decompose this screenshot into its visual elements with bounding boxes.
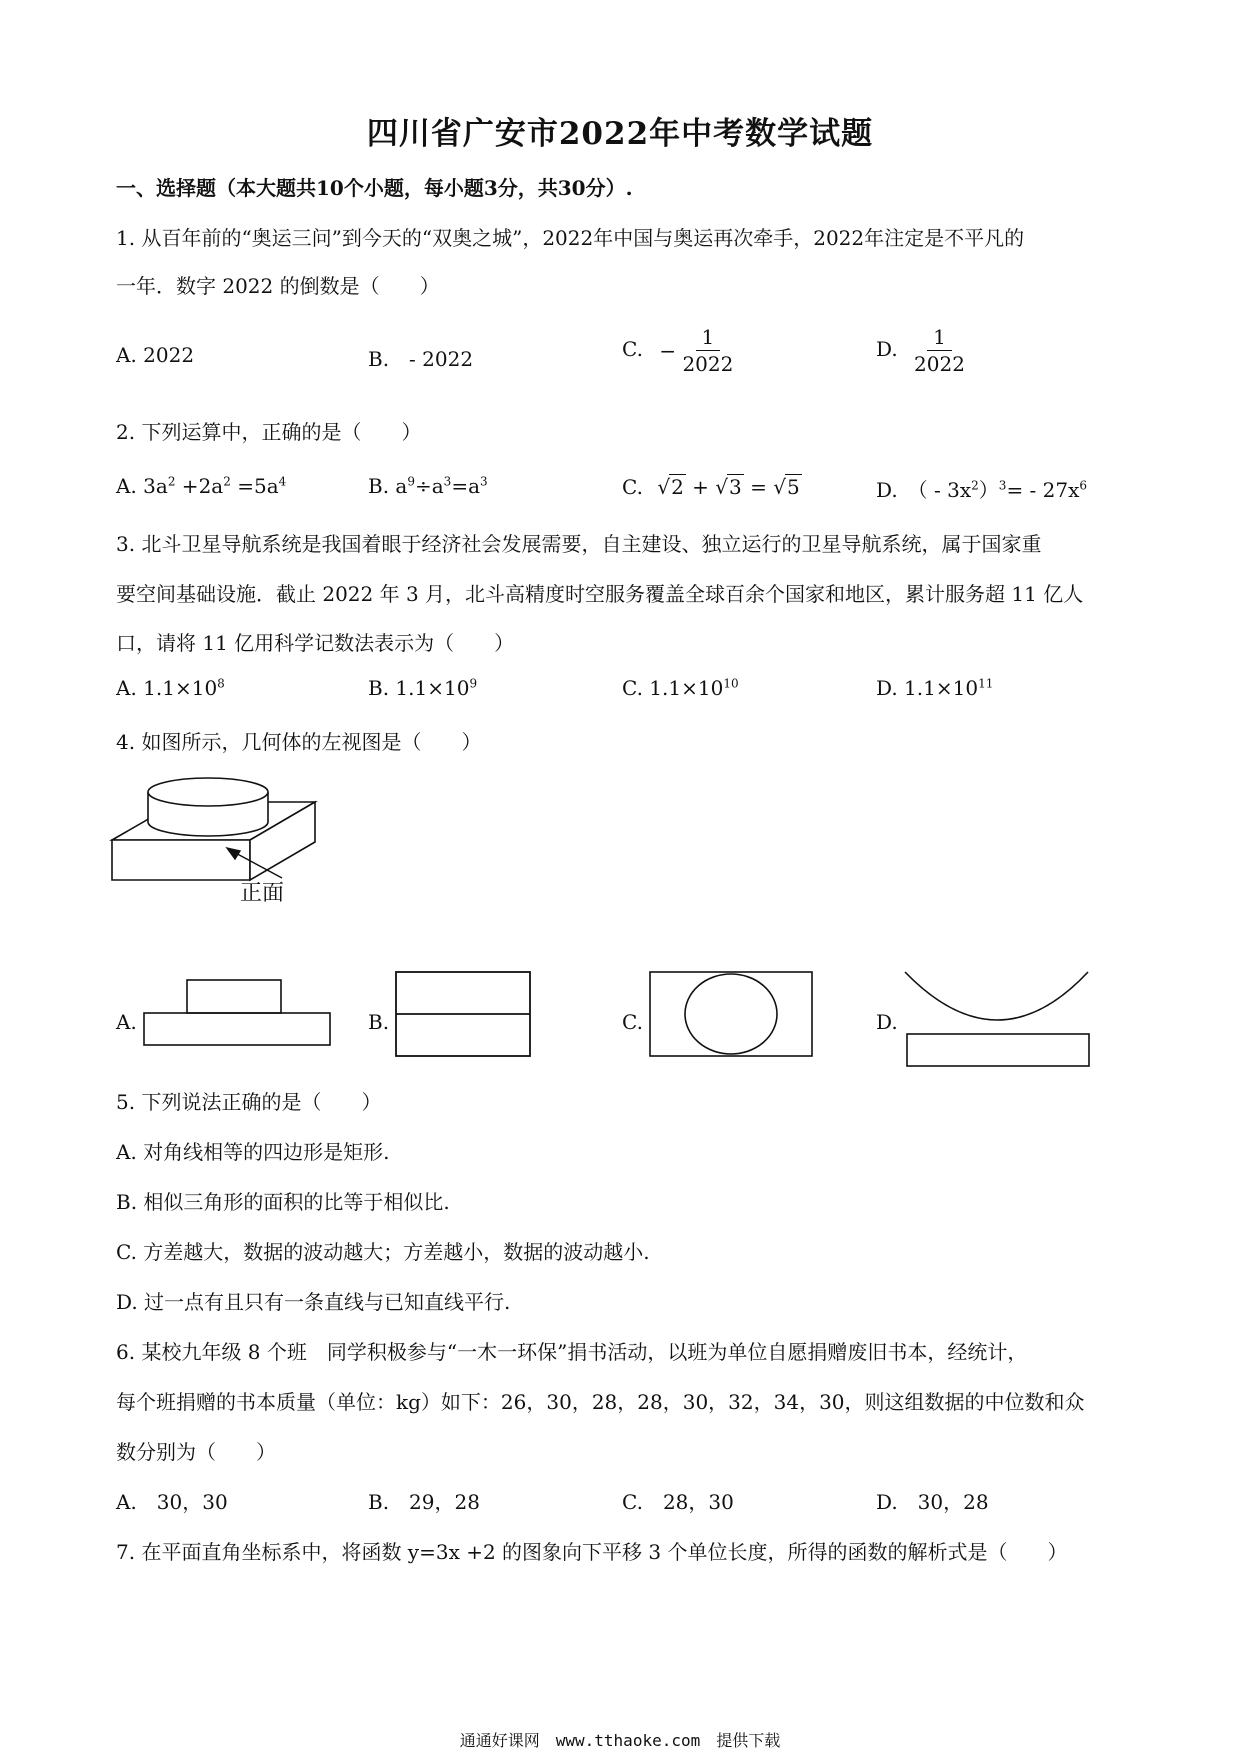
q1-option-d xyxy=(876,326,965,375)
exponent: 3 xyxy=(998,478,1007,493)
page-title: 四川省广安市2022年中考数学试题 xyxy=(366,116,874,152)
q1-option-c-label: C. xyxy=(622,337,643,361)
exponent: 3 xyxy=(480,474,488,489)
q2-option-b xyxy=(368,474,488,498)
exponent: 2 xyxy=(971,478,979,493)
q6-line-3: 数分别为（ ） xyxy=(116,1440,276,1464)
exponent: 10 xyxy=(723,676,739,691)
radicand: 3 xyxy=(729,475,742,499)
q3-option-d xyxy=(876,676,993,700)
q3-line-2: 要空间基础设施．截止 2022 年 3 月，北斗高精度时空服务覆盖全球百余个国家和地区，累计服务超 11 亿人 xyxy=(116,582,1084,606)
q1-line-2: 一年．数字 2022 的倒数是（ ） xyxy=(116,274,440,298)
exponent: 11 xyxy=(978,676,994,691)
q2-c-label: C. xyxy=(622,475,643,499)
q2-option-c: C. √2 + √3 = √5 xyxy=(622,475,800,499)
q2-d-part: = - 27x xyxy=(1006,478,1080,502)
q4-option-a-label: A. xyxy=(116,1010,137,1034)
q3-b-text: B. 1.1×10 xyxy=(368,676,470,700)
q6-option-a: A. 30，30 xyxy=(116,1490,228,1514)
q3-option-b xyxy=(368,676,477,700)
cylinder-top xyxy=(148,778,268,806)
q1-option-c-sign: − xyxy=(659,338,677,363)
fraction-denominator: 2022 xyxy=(682,352,734,376)
q2-a-part: A. 3a xyxy=(116,474,168,498)
fraction-denominator: 2022 xyxy=(914,352,965,376)
q5-option-d: D. 过一点有且只有一条直线与已知直线平行. xyxy=(116,1290,511,1314)
q3-line-1: 3. 北斗卫星导航系统是我国着眼于经济社会发展需要，自主建设、独立运行的卫星导航系统，属于国家重 xyxy=(116,532,1042,556)
box-front-face xyxy=(112,840,250,880)
q3-c-text: C. 1.1×10 xyxy=(622,676,724,700)
q1-option-b: B. - 2022 xyxy=(368,347,474,371)
q1-option-c-fraction xyxy=(682,326,733,375)
q6-option-c: C. 28，30 xyxy=(622,1490,734,1514)
q1-option-d-fraction xyxy=(914,326,965,375)
q2-b-part: =a xyxy=(451,474,480,498)
q2-option-a xyxy=(116,474,286,498)
exponent: 9 xyxy=(469,676,478,691)
exponent: 3 xyxy=(443,474,452,489)
front-label: 正面 xyxy=(240,881,285,906)
q1-option-a: A. 2022 xyxy=(116,343,195,367)
q2-d-part: ） xyxy=(978,478,999,502)
q2-d-part: D. （ - 3x xyxy=(876,478,972,502)
radicand: 5 xyxy=(786,475,800,499)
q6-option-b: B. 29，28 xyxy=(368,1490,480,1514)
q2-a-part: +2a xyxy=(175,474,224,498)
q1-option-d-label: D. xyxy=(876,337,898,361)
q6-line-1: 6. 某校九年级 8 个班 同学积极参与“一木一环保”捐书活动，以班为单位自愿捐赠废旧书本，经统计， xyxy=(116,1340,1028,1364)
exponent: 8 xyxy=(217,676,225,691)
q3-line-3: 口，请将 11 亿用科学记数法表示为（ ） xyxy=(116,631,515,655)
q3-d-text: D. 1.1×10 xyxy=(876,676,979,700)
q1-line-1: 1. 从百年前的“奥运三问”到今天的“双奥之城”，2022年中国与奥运再次牵手，2022年注定是不平凡的 xyxy=(116,226,1025,250)
q4-option-a-figure xyxy=(142,978,332,1050)
q2-a-part: =5a xyxy=(230,474,279,498)
q1-option-c xyxy=(622,326,733,375)
solid-figure xyxy=(100,770,340,910)
q2-b-part: B. a xyxy=(368,474,408,498)
q3-a-text: A. 1.1×10 xyxy=(116,676,218,700)
exponent: 9 xyxy=(407,474,415,489)
q3-option-a xyxy=(116,676,225,700)
q5-option-b: B. 相似三角形的面积的比等于相似比. xyxy=(116,1190,450,1214)
q2-b-part: ÷a xyxy=(414,474,444,498)
exponent: 2 xyxy=(223,474,231,489)
q6-option-d: D. 30，28 xyxy=(876,1490,989,1514)
q7-line-1: 7. 在平面直角坐标系中，将函数 y=3x +2 的图象向下平移 3 个单位长度，所得的函数的解析式是（ ） xyxy=(116,1540,1068,1564)
q4-option-d-figure xyxy=(902,970,1092,1070)
q4-option-c-label: C. xyxy=(622,1010,643,1034)
q6-line-2: 每个班捐赠的书本质量（单位：kg）如下：26，30，28，28，30，32，34，30，则这组数据的中位数和众 xyxy=(116,1390,1085,1414)
q4-option-c-figure xyxy=(648,970,814,1060)
q4-option-b-label: B. xyxy=(368,1010,390,1034)
q2-option-d xyxy=(876,474,1087,503)
q5-line-1: 5. 下列说法正确的是（ ） xyxy=(116,1090,382,1114)
exponent: 2 xyxy=(167,474,176,489)
exponent: 4 xyxy=(278,474,287,489)
q5-option-a: A. 对角线相等的四边形是矩形. xyxy=(116,1140,390,1164)
q2-line-1: 2. 下列运算中，正确的是（ ） xyxy=(116,420,422,444)
q4-line-1: 4. 如图所示，几何体的左视图是（ ） xyxy=(116,730,482,754)
q4-option-b-figure xyxy=(394,970,534,1060)
footer-source: 通通好课网 www.tthaoke.com 提供下载 xyxy=(459,1731,781,1750)
section-heading: 一、选择题（本大题共10个小题，每小题3分，共30分）. xyxy=(116,176,633,200)
fraction-numerator: 1 xyxy=(927,326,952,351)
fraction-numerator: 1 xyxy=(696,326,721,351)
q4-option-d-label: D. xyxy=(876,1010,898,1034)
q5-option-c: C. 方差越大，数据的波动越大；方差越小，数据的波动越小. xyxy=(116,1240,650,1264)
q3-option-c xyxy=(622,676,739,700)
radicand: 2 xyxy=(671,475,684,499)
exponent: 6 xyxy=(1079,478,1088,493)
